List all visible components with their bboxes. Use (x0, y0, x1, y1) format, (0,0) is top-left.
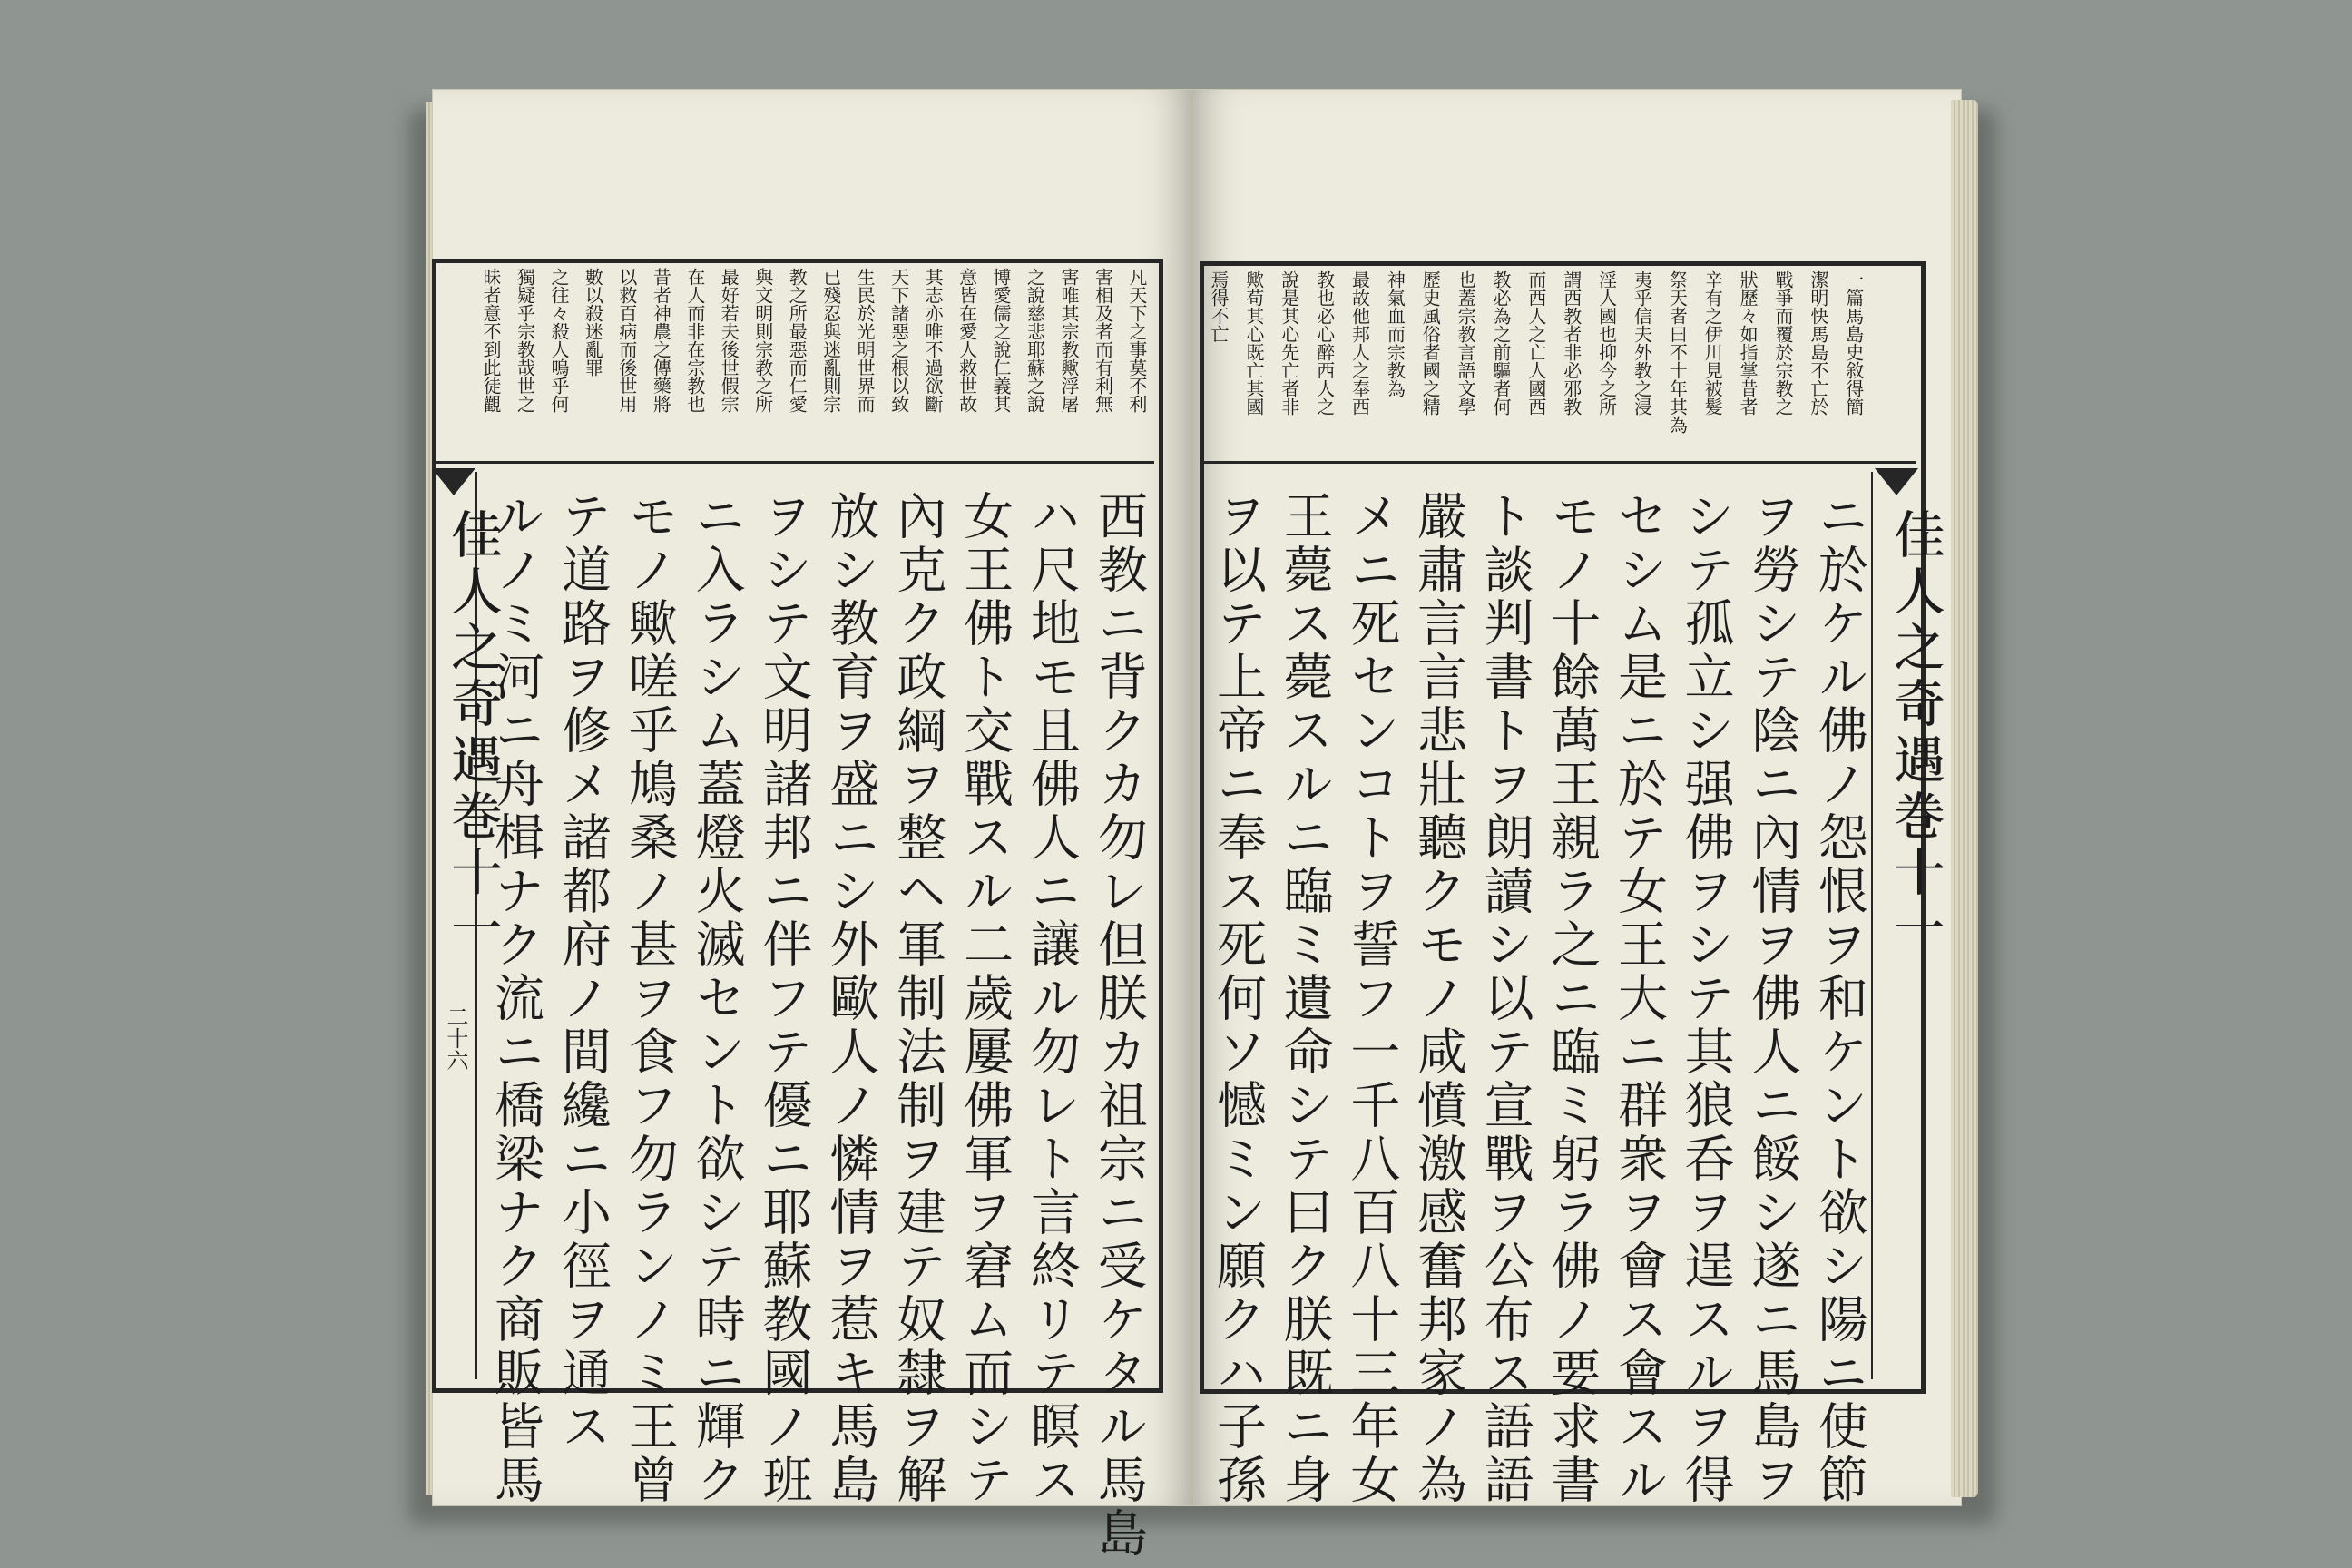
commentary-column: 昔者神農之傳藥將 (650, 268, 672, 413)
right-gutter-title: 佳人之奇遇巻十一 (1886, 508, 1945, 958)
main-text-column: シテ孤立シ强佛ヲシテ其狼呑ヲ逞スルヲ得 (1676, 490, 1735, 1507)
main-text-column: ヲシテ文明諸邦ニ伴フテ優ニ耶蘇教國ノ班 (754, 490, 813, 1507)
commentary-column: 辛有之伊川見被髮 (1701, 270, 1724, 416)
left-page-number: 二十六 (443, 1005, 468, 1071)
commentary-column: 博愛儒之說仁義其 (990, 268, 1013, 413)
commentary-column: 害相及者而有利無 (1092, 268, 1114, 413)
commentary-column: 以救百病而後世用 (615, 268, 638, 413)
main-text-column: モノ十餘萬王親ラ之ニ臨ミ躬ラ佛ノ要求書 (1543, 490, 1602, 1507)
main-text-column: 嚴肅言言悲壯聽クモノ咸憤激感奮邦家ノ為 (1408, 490, 1467, 1507)
main-text-column: 西教ニ背クカ勿レ但朕カ祖宗ニ受ケタル馬島 (1089, 490, 1148, 1561)
commentary-column: 一篇馬島史敘得簡 (1842, 270, 1865, 416)
commentary-column: 最好若夫後世假宗 (718, 268, 740, 413)
commentary-column: 夷乎信夫外教之浸 (1631, 270, 1653, 416)
commentary-column: 之說慈悲耶蘇之說 (1024, 268, 1046, 413)
commentary-column: 歟苟其心既亡其國 (1242, 270, 1265, 416)
commentary-column: 獨疑乎宗教哉世之 (514, 268, 536, 413)
right-gutter-rule (1871, 472, 1873, 1379)
commentary-column: 其志亦唯不過欲斷 (922, 268, 945, 413)
right-fish-tail (1875, 468, 1918, 495)
commentary-column: 教也必心醉西人之 (1313, 270, 1336, 416)
commentary-column: 淫人國也抑今之所 (1595, 270, 1618, 416)
main-text-column: ヲ以テ上帝ニ奉ス死何ソ憾ミン願クハ子孫 (1209, 490, 1267, 1507)
commentary-column: 神氣血而宗教為 (1384, 270, 1406, 397)
left-gutter-title: 佳人之奇遇巻十一 (443, 508, 502, 958)
commentary-column: 說是其心先亡者非 (1278, 270, 1300, 416)
main-text-column: セシム是ニ於テ女王大ニ群衆ヲ會ス會スル (1609, 490, 1668, 1507)
main-text-column: ルノミ河ニ舟楫ナク流ニ橋梁ナク商販皆馬 (486, 490, 544, 1507)
left-fish-tail (432, 468, 475, 495)
main-text-column: ニ入ラシム蓋燈火滅セント欲シテ時ニ輝ク (687, 490, 746, 1507)
main-text-column: 女王佛ト交戰スル二歲屢佛軍ヲ窘ム而シテ (956, 490, 1014, 1507)
main-text-column: 放シ教育ヲ盛ニシ外歐人ノ憐情ヲ惹キ馬島 (821, 490, 880, 1507)
right-page-edges (1951, 100, 1978, 1497)
main-text-column: ニ於ケル佛ノ怨恨ヲ和ケント欲シ陽ニ使節 (1809, 490, 1868, 1507)
right-commentary-block (1209, 270, 1864, 456)
commentary-column: 之往々殺人嗚乎何 (547, 268, 570, 413)
left-header-rule (432, 461, 1154, 464)
commentary-column: 教必為之前驅者何 (1490, 270, 1512, 416)
commentary-column: 天下諸惡之根以致 (887, 268, 910, 413)
commentary-column: 焉得不亡 (1208, 270, 1230, 343)
commentary-column: 而西人之亡人國西 (1524, 270, 1547, 416)
main-text-column: ト談判書トヲ朗讀シ以テ宣戰ヲ公布ス語語 (1475, 490, 1534, 1507)
commentary-column: 昧者意不到此徒觀 (480, 268, 502, 413)
left-commentary-block (481, 268, 1147, 456)
commentary-column: 歷史風俗者國之精 (1419, 270, 1442, 416)
commentary-column: 已殘忍與迷亂則宗 (819, 268, 842, 413)
main-text-column: メニ死センコトヲ誓フ一千八百八十三年女 (1342, 490, 1401, 1507)
main-text-column: 王薨ス薨スルニ臨ミ遺命シテ曰ク朕既ニ身 (1275, 490, 1334, 1507)
main-text-column: 內克ク政綱ヲ整ヘ軍制法制ヲ建テ奴隸ヲ解 (888, 490, 947, 1507)
main-text-column: ハ尺地モ且佛人ニ讓ル勿レト言終リテ瞑ス (1023, 490, 1081, 1507)
commentary-column: 祭天者曰不十年其為 (1666, 270, 1689, 434)
left-main-text (486, 490, 1148, 1561)
commentary-column: 在人而非在宗教也 (683, 268, 706, 413)
commentary-column: 與文明則宗教之所 (751, 268, 774, 413)
commentary-column: 害唯其宗教歟浮屠 (1057, 268, 1080, 413)
commentary-column: 生民於光明世界而 (854, 268, 877, 413)
commentary-column: 潔明快馬島不亡於 (1807, 270, 1829, 416)
commentary-column: 教之所最惡而仁愛 (786, 268, 808, 413)
commentary-column: 凡天下之事莫不利 (1125, 268, 1148, 413)
commentary-column: 謂西教者非必邪教 (1560, 270, 1583, 416)
main-text-column: テ道路ヲ修メ諸都府ノ間纔ニ小徑ヲ通ス (553, 490, 612, 1454)
commentary-column: 最故他邦人之奉西 (1348, 270, 1371, 416)
commentary-column: 狀歷々如指掌昔者 (1737, 270, 1759, 416)
main-text-column: ヲ勞シテ陰ニ內情ヲ佛人ニ餒シ遂ニ馬島ヲ (1743, 490, 1802, 1507)
commentary-column: 也蓋宗教言語文學 (1455, 270, 1477, 416)
commentary-column: 意皆在愛人救世故 (956, 268, 978, 413)
main-text-column: モノ歟嗟乎鳩桑ノ甚ヲ食フ勿ランノミ王曾 (620, 490, 679, 1507)
right-main-text (1209, 490, 1868, 1507)
right-header-rule (1200, 461, 1916, 464)
commentary-column: 戰爭而覆於宗教之 (1772, 270, 1794, 416)
commentary-column: 數以殺迷亂罪 (582, 268, 604, 377)
